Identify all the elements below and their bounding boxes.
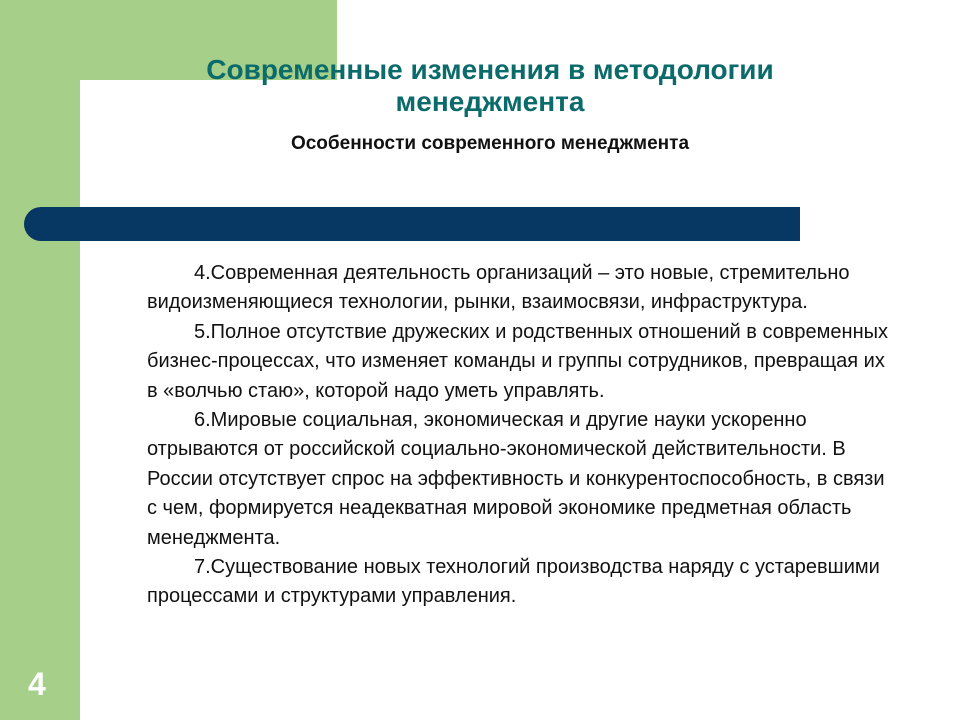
navy-divider-bar bbox=[24, 207, 800, 241]
paragraph-7: 7.Существование новых технологий производства наряду с устаревшими процессами и структурами управления. bbox=[147, 556, 880, 608]
paragraph-4: 4.Современная деятельность организаций – это новые, стремительно видоизменяющиеся технологии, рынки, взаимосвязи, инфраструктура. bbox=[147, 262, 850, 314]
paragraph-6: 6.Мировые социальная, экономическая и другие науки ускоренно отрываются от российской социально-экономической действительности. В России отсутствует спрос на эффективность и конкурентоспособность, в связи с чем, формируется неадекватная мировой экономике предметная область менеджмента. bbox=[147, 409, 885, 549]
green-side-band bbox=[0, 0, 80, 720]
paragraph-5: 5.Полное отсутствие дружеских и родственных отношений в современных бизнес-процессах, что изменяет команды и группы сотрудников, превращая их в «волчью стаю», которой надо уметь управлять. bbox=[147, 320, 888, 402]
slide-title: Современные изменения в методологии менеджмента bbox=[206, 54, 774, 117]
body-text bbox=[147, 259, 899, 612]
slide-number: 4 bbox=[28, 666, 46, 702]
slide-subtitle: Особенности современного менеджмента bbox=[290, 133, 690, 154]
